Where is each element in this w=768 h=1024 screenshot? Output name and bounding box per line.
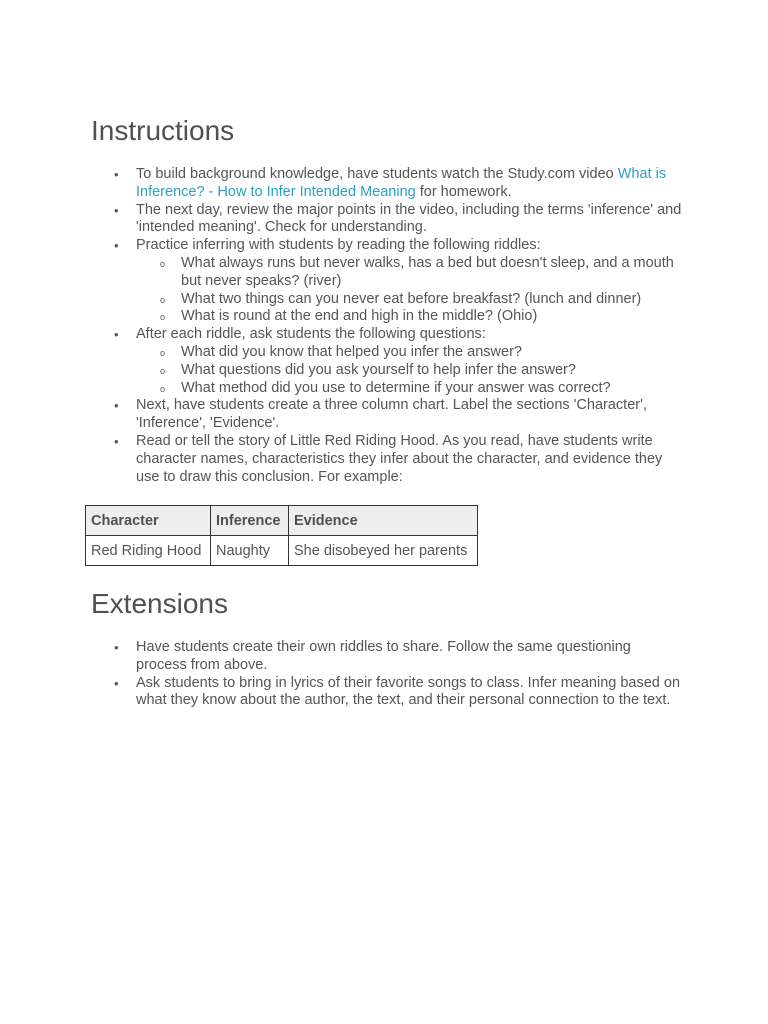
extensions-list xyxy=(112,639,684,710)
instruction-item-questions xyxy=(112,326,684,397)
question-item: o What questions did you ask yourself to help infer the answer? xyxy=(160,362,684,380)
instruction-item-riddles-text: Practice inferring with students by reading the following riddles: xyxy=(136,237,541,254)
instruction-item-video xyxy=(112,166,684,202)
riddle-item: o What two things can you never eat before breakfast? (lunch and dinner) xyxy=(160,291,684,309)
column-header-inference: Inference xyxy=(211,506,289,536)
riddle-list xyxy=(136,255,684,326)
instruction-item-riddles xyxy=(112,237,684,326)
instruction-item-chart: • Next, have students create a three column chart. Label the sections 'Character', 'Inference', 'Evidence'. xyxy=(112,397,684,433)
question-item: o What did you know that helped you infer the answer? xyxy=(160,344,684,362)
instructions-heading: Instructions xyxy=(91,115,235,146)
inference-video-link[interactable]: What is Inference? - How to Infer Intended Meaning xyxy=(136,166,667,200)
table-cell-evidence: She disobeyed her parents xyxy=(289,536,478,566)
table-cell-inference: Naughty xyxy=(211,536,289,566)
extension-item: • Have students create their own riddles to share. Follow the same questioning process from above. xyxy=(112,639,684,675)
instructions-list xyxy=(112,166,684,486)
column-header-evidence: Evidence xyxy=(289,506,478,536)
table-row xyxy=(86,536,478,566)
instruction-item-review: • The next day, review the major points in the video, including the terms 'inference' and 'intended meaning'. Check for understanding. xyxy=(112,202,684,238)
table-cell-character: Red Riding Hood xyxy=(86,536,211,566)
extension-item: • Ask students to bring in lyrics of their favorite songs to class. Infer meaning based on what they know about the author, the text, and their personal connection to the text. xyxy=(112,675,684,711)
instruction-item-story: • Read or tell the story of Little Red Riding Hood. As you read, have students write character names, characteristics they infer about the character, and evidence they use to draw this conclusion. For example: xyxy=(112,433,684,486)
instruction-item-questions-text: After each riddle, ask students the following questions: xyxy=(136,326,486,343)
table-header-row xyxy=(86,506,478,536)
instruction-item-video-text-before: To build background knowledge, have students watch the Study.com video xyxy=(136,166,618,182)
instruction-item-video-text-after: for homework. xyxy=(415,183,512,200)
column-header-character: Character xyxy=(86,506,211,536)
riddle-item: o What is round at the end and high in the middle? (Ohio) xyxy=(160,308,684,326)
question-item: o What method did you use to determine if your answer was correct? xyxy=(160,380,684,398)
riddle-item: o What always runs but never walks, has a bed but doesn't sleep, and a mouth but never speaks? (river) xyxy=(160,255,684,291)
question-list xyxy=(136,344,684,397)
extensions-heading: Extensions xyxy=(91,588,228,619)
example-chart-table xyxy=(85,505,478,566)
